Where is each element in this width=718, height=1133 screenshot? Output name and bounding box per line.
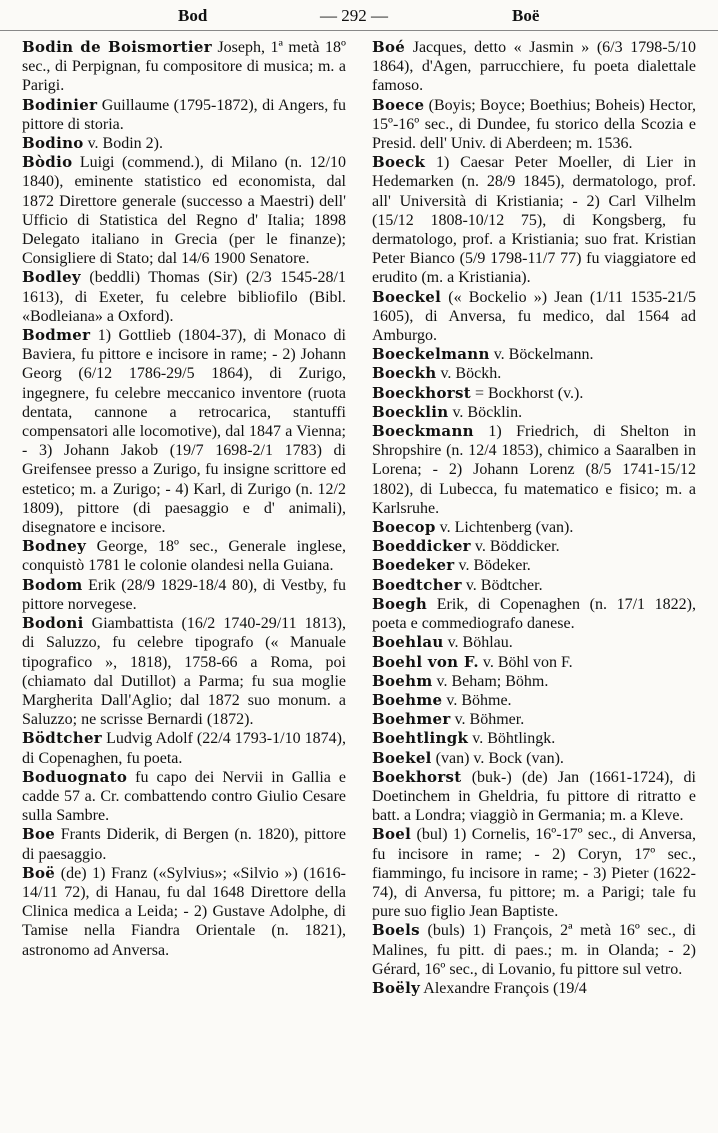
dictionary-entry [372, 691, 696, 710]
entry-headword: Boeckelmann [372, 345, 490, 364]
dictionary-entry [372, 518, 696, 537]
dictionary-entry [372, 537, 696, 556]
page-number: — 292 — [320, 6, 388, 25]
entry-headword: Boehm [372, 671, 433, 690]
dictionary-entry [372, 633, 696, 652]
entry-text: v. Böhlau. [443, 634, 513, 652]
entry-text: Erik (28/9 1829-18/4 80), di Vestby, fu pittore norvegese. [22, 576, 346, 613]
entry-headword: Boeckel [372, 287, 442, 306]
entry-headword: Boé [372, 38, 406, 56]
running-head-right: Boë [512, 6, 540, 25]
entry-headword: Boë [22, 863, 56, 882]
entry-text: (de) 1) Franz («Sylvius»; «Silvio ») (1616-14/11 72), di Hanau, fu dal 1648 Direttore della Clinica medica a Leida; - 2) Gustave Adolphe, di Tamise nella Fiandra Orientale (n. 1821), astronomo ad Anversa. [22, 864, 346, 959]
entry-text: v. Bödeker. [454, 557, 531, 575]
entry-text: (beddli) Thomas (Sir) (2/3 1545-28/1 1613), di Exeter, fu celebre bibliofilo (Bibl. «Bodleiana» a Oxford). [22, 269, 346, 325]
entry-text: Jacques, detto « Jasmin » (6/3 1798-5/10 1864), d'Agen, parrucchiere, fu poeta dialettale famoso. [372, 39, 696, 95]
entry-text: Guillaume (1795-1872), di Angers, fu pittore di storia. [22, 96, 346, 133]
entry-text: v. Bodin 2). [83, 135, 163, 153]
dictionary-entry [22, 326, 346, 537]
entry-text: (buls) 1) François, 2ª metà 16º sec., di Malines, fu pitt. di paes.; m. in Olanda; - 2) Gérard, 16º sec., di Lovanio, fu pittore sul vetro. [372, 922, 696, 978]
entry-headword: Boedtcher [372, 575, 462, 594]
dictionary-entry [372, 768, 696, 826]
dictionary-entry [22, 825, 346, 863]
entry-headword: Bodin de Boismortier [22, 38, 212, 56]
entry-text: v. Bödtcher. [461, 576, 543, 594]
entry-headword: Boeckmann [372, 422, 474, 441]
dictionary-entry [22, 153, 346, 268]
dictionary-entry [372, 364, 696, 383]
entry-headword: Bodino [22, 134, 84, 153]
entry-headword: Bodoni [22, 614, 84, 633]
dictionary-entry [372, 749, 696, 768]
entry-headword: Boehl von F. [372, 652, 479, 671]
dictionary-entry [372, 729, 696, 748]
entry-text: v. Böddicker. [470, 538, 560, 556]
entry-headword: Boeckh [372, 364, 437, 383]
entry-headword: Bodom [22, 575, 83, 594]
entry-text: Ludvig Adolf (22/4 1793-1/10 1874), di Copenaghen, fu poeta. [22, 730, 346, 767]
entry-headword: Boecklin [372, 402, 449, 421]
entry-text: Alexandre François (19/4 [420, 979, 587, 997]
dictionary-entry [372, 653, 696, 672]
page-header [0, 0, 718, 31]
entry-text: Joseph, 1ª metà 18º sec., di Perpignan, fu compositore di musica; m. a Parigi. [22, 39, 346, 95]
dictionary-entry [372, 595, 696, 633]
dictionary-entry [22, 614, 346, 729]
dictionary-entry [372, 96, 696, 154]
entry-headword: Boeck [372, 153, 426, 172]
dictionary-entry [22, 134, 346, 153]
entry-headword: Bodney [22, 537, 87, 556]
dictionary-entry [22, 537, 346, 575]
entry-text: fu capo dei Nervii in Gallia e cadde 57 a. Cr. combattendo contro Giulio Cesare sulla Sambre. [22, 768, 346, 825]
entry-text: (Boyis; Boyce; Boethius; Boheis) Hector, 15º-16º sec., di Dundee, fu storico della Scozia e Presid. dell' Univ. di Aberdeen; m. 1536. [372, 96, 696, 153]
entry-text: v. Böhtlingk. [468, 730, 556, 748]
entry-text: 1) Caesar Peter Moeller, di Lier in Hedemarken (n. 28/9 1845), dermatologo, prof. all' Università di Kristiania; - 2) Carl Vilhelm (15/12 1808-10/12 75), di Kongsberg, fu dermatologo, prof. a Kristiania; suo frat. Kristian Peter Bianco (5/9 1798-11/7 77) fu viaggiatore ed erudito (m. a Kristiania). [372, 154, 696, 287]
entry-headword: Boehtlingk [372, 729, 469, 748]
dictionary-entry [372, 979, 696, 998]
entry-text: (buk-) (de) Jan (1661-1724), di Doetinchem in Gheldria, fu pittore di ritratto e batt. a Londra; viaggiò in Germania; m. a Kleve. [372, 768, 696, 825]
dictionary-entry [22, 729, 346, 767]
entry-headword: Boel [372, 825, 412, 844]
entry-headword: Boduognato [22, 767, 128, 786]
entry-text: (« Bockelio ») Jean (1/11 1535-21/5 1605), di Anversa, fu medico, dal 1564 ad Amburgo. [372, 288, 696, 345]
entry-text: Frants Diderik, di Bergen (n. 1820), pittore di paesaggio. [22, 826, 346, 863]
entry-headword: Boehlau [372, 633, 444, 652]
entry-headword: Boehmer [372, 710, 451, 729]
dictionary-entry [372, 422, 696, 518]
entry-headword: Bodley [22, 268, 81, 287]
dictionary-entry [372, 921, 696, 979]
dictionary-entry [22, 768, 346, 826]
entry-text: v. Lichtenberg (van). [435, 519, 574, 537]
entry-headword: Boekhorst [372, 767, 462, 786]
dictionary-entry [372, 672, 696, 691]
dictionary-entry [372, 556, 696, 575]
entry-headword: Bödtcher [22, 729, 102, 748]
entry-text: = Bockhorst (v.). [470, 384, 584, 402]
entry-text: v. Böhme. [442, 691, 512, 709]
entry-headword: Boecop [372, 518, 436, 537]
right-column [372, 38, 696, 998]
entry-text: Erik, di Copenaghen (n. 17/1 1822), poeta e commediografo danese. [372, 595, 696, 633]
dictionary-entry [22, 96, 346, 134]
entry-headword: Boegh [372, 594, 428, 613]
entry-text: v. Böckelmann. [489, 346, 594, 364]
entry-headword: Boekel [372, 748, 432, 767]
entry-headword: Bodinier [22, 95, 98, 114]
entry-headword: Boedeker [372, 556, 455, 575]
entry-text: v. Böhmer. [450, 711, 525, 729]
entry-text: v. Böckh. [436, 365, 502, 383]
dictionary-entry [22, 576, 346, 614]
dictionary-entry [372, 710, 696, 729]
entry-text: v. Beham; Böhm. [432, 672, 549, 690]
entry-text: Luigi (commend.), di Milano (n. 12/10 1840), eminente statistico ed economista, dal 1872 Direttore generale (successo a Maestri) dell' Ufficio di Statistica del Regno d' Italia; 1898 Delegato italiano in Grecia (per le finanze); Consigliere di Stato; dal 14/6 1900 Senatore. [22, 154, 346, 268]
dictionary-entry [22, 38, 346, 96]
running-head-left: Bod [178, 6, 208, 25]
entry-text: Giambattista (16/2 1740-29/11 1813), di Saluzzo, fu celebre tipografo (« Manuale tipografico », 1818), 1758-66 a Roma, poi (chiamato dal Dutillot) a Parma; fu sua moglie Margherita Dall'Aglio; dal 1872 suo monum. a Saluzzo; ne scrisse Bernardi (1872). [22, 615, 346, 729]
entry-headword: Bodmer [22, 326, 91, 345]
dictionary-entry [372, 576, 696, 595]
entry-text: 1) Friedrich, di Shelton in Shropshire (n. 12/4 1853), chimico a Saaralben in Lorena; - 2) Johann Lorenz (8/5 1741-15/12 1802), di Lubecca, fu matematico e fisico; m. a Karlsruhe. [372, 423, 696, 517]
entry-headword: Boece [372, 95, 425, 114]
dictionary-entry [22, 864, 346, 960]
entry-text: (van) v. Bock (van). [431, 749, 564, 767]
entry-text: (bul) 1) Cornelis, 16º-17º sec., di Anversa, fu incisore in rame; - 2) Coryn, 17º sec., fiammingo, fu incisore in rame; - 3) Pieter (1622-74), di Anversa, fu pittore; m. a Parigi; tale fu pure suo figlio Jean Baptiste. [372, 826, 696, 921]
dictionary-entry [372, 153, 696, 287]
entry-text: 1) Gottlieb (1804-37), di Monaco di Baviera, fu pittore e incisore in rame; - 2) Johann Georg (6/12 1786-29/5 1864), di Zurigo, ingegnere, fu celebre meccanico inventore (ruota dentata, cannone a retrocarica, stantuffi compensatori alle locomotive), dal 1847 a Vienna; - 3) Johann Jakob (19/7 1698-2/1 1783) di Greifensee presso a Zurigo, fu insigne scrittore ed estetico; m. a Zurigo; - 4) Karl, di Zurigo (n. 12/2 1809), pittore (di paesaggio e d' animali), disegnatore e incisore. [22, 327, 346, 537]
dictionary-entry [372, 288, 696, 346]
entry-text: George, 18º sec., Generale inglese, conquistò 1781 le colonie olandesi nella Guiana. [22, 538, 346, 575]
entry-text: v. Böhl von F. [478, 653, 573, 671]
dictionary-entry [372, 825, 696, 921]
entry-headword: Boëly [372, 978, 421, 997]
dictionary-entry [22, 268, 346, 326]
entry-headword: Bòdio [22, 153, 73, 172]
entry-headword: Boehme [372, 690, 443, 709]
entry-headword: Boeckhorst [372, 383, 471, 402]
dictionary-entry [372, 403, 696, 422]
left-column [22, 38, 346, 960]
entry-headword: Boe [22, 825, 56, 844]
entry-headword: Boels [372, 921, 420, 940]
dictionary-entry [372, 38, 696, 96]
dictionary-entry [372, 384, 696, 403]
entry-text: v. Böcklin. [448, 403, 523, 421]
entry-headword: Boeddicker [372, 537, 471, 556]
dictionary-entry [372, 345, 696, 364]
